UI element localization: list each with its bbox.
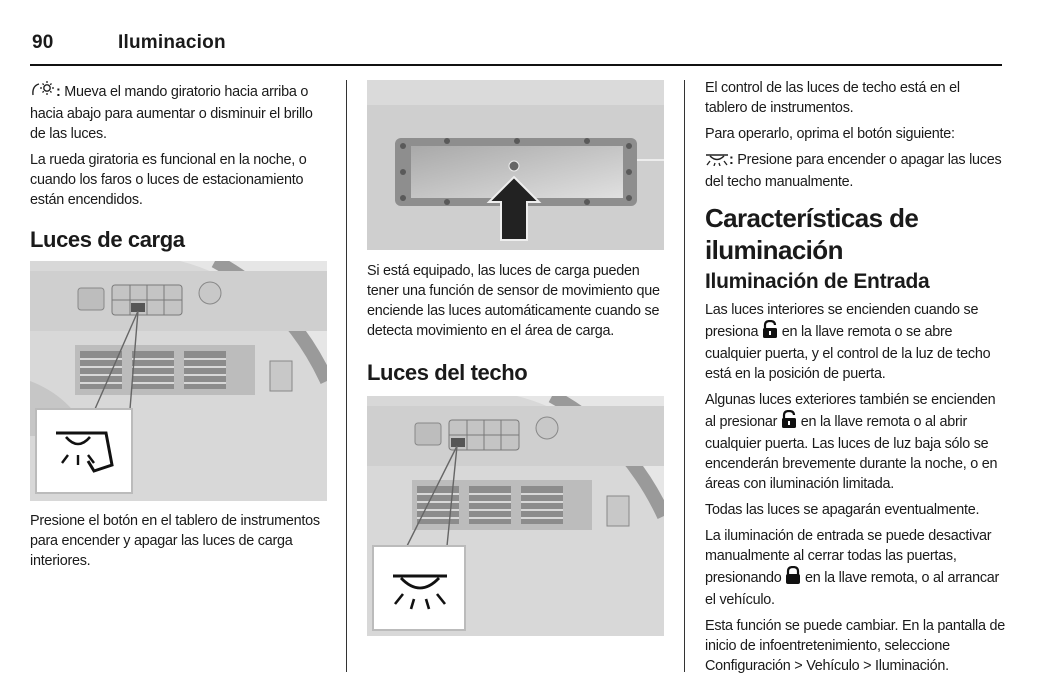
- roof-lights-heading: Luces del techo: [367, 360, 528, 385]
- dome-text: Presione para encender o apagar las luces del techo manualmente.: [705, 152, 1002, 190]
- page-number: 90: [32, 32, 54, 53]
- lock-icon: [785, 566, 801, 590]
- entry-paragraph-5: Esta función se puede cambiar. En la pantalla de inicio de infoentretenimiento, seleccione Configuración > Vehículo > Iluminación.: [705, 618, 1006, 674]
- unlock-icon: [762, 320, 778, 344]
- dimmer-sun-icon: [30, 80, 56, 104]
- cargo-light-fixture-image: [367, 80, 664, 250]
- page-header: [30, 30, 1002, 66]
- entry-paragraph-3: Todas las luces se apagarán eventualmente.: [705, 502, 980, 518]
- column-divider: [346, 80, 347, 672]
- entry-paragraph-2: [705, 390, 1005, 494]
- column-1-lower: [30, 511, 330, 577]
- cargo-lights-heading: Luces de carga: [30, 227, 185, 252]
- unlock-icon: [781, 410, 797, 434]
- exterior-text-a: Algunas luces exteriores también se encienden al presionar: [705, 392, 996, 430]
- dimmer-text: Mueva el mando giratorio hacia arriba o hacia abajo para aumentar o disminuir el brillo de las luces.: [30, 84, 313, 142]
- dimmer-paragraph: [30, 80, 330, 144]
- cargo-button-paragraph: Presione el botón en el tablero de instrumentos para encender y apagar las luces de carga interiores.: [30, 513, 320, 569]
- motion-sensor-paragraph: Si está equipado, las luces de carga pueden tener una función de sensor de movimiento que enciende las luces automáticamente cuando se detecta movimiento en el área de carga.: [367, 263, 660, 339]
- entry-text-a: Las luces interiores se encienden cuando se presiona: [705, 302, 979, 340]
- column-2: [367, 261, 667, 387]
- column-3: [705, 78, 1005, 682]
- dome-lamp-dashboard-image: [367, 396, 664, 636]
- operate-paragraph: Para operarlo, oprima el botón siguiente:: [705, 126, 955, 142]
- cargo-lamp-dashboard-image: [30, 261, 327, 501]
- roof-control-paragraph: El control de las luces de techo está en el tablero de instrumentos.: [705, 80, 960, 116]
- disable-text-a: La iluminación de entrada se puede desactivar manualmente al cerrar todas las puertas, presionando: [705, 528, 992, 586]
- exterior-text-b: en la llave remota o al abrir cualquier puerta. Las luces de luz baja sólo se encenderán brevemente durante la noche, o en áreas con iluminación limitada.: [705, 414, 998, 492]
- entry-paragraph-4: [705, 526, 1005, 610]
- dome-button-paragraph: [705, 150, 1005, 192]
- dimmer-colon: :: [56, 84, 61, 100]
- entry-paragraph-1: [705, 300, 1005, 384]
- dimmer-night-paragraph: La rueda giratoria es funcional en la noche, o cuando los faros o luces de estacionamiento están encendidos.: [30, 152, 307, 208]
- features-heading: Características de iluminación: [705, 203, 919, 265]
- entry-text-b: en la llave remota o se abre cualquier puerta, y el control de la luz de techo está en la posición de puerta.: [705, 324, 991, 382]
- column-1: [30, 80, 330, 254]
- entry-lighting-heading: Iluminación de Entrada: [705, 270, 930, 293]
- dome-lamp-icon: [705, 152, 729, 172]
- disable-text-b: en la llave remota, o al arrancar el vehículo.: [705, 570, 1000, 608]
- dome-colon: :: [729, 152, 734, 168]
- section-title: Iluminacion: [118, 32, 226, 53]
- column-divider: [684, 80, 685, 672]
